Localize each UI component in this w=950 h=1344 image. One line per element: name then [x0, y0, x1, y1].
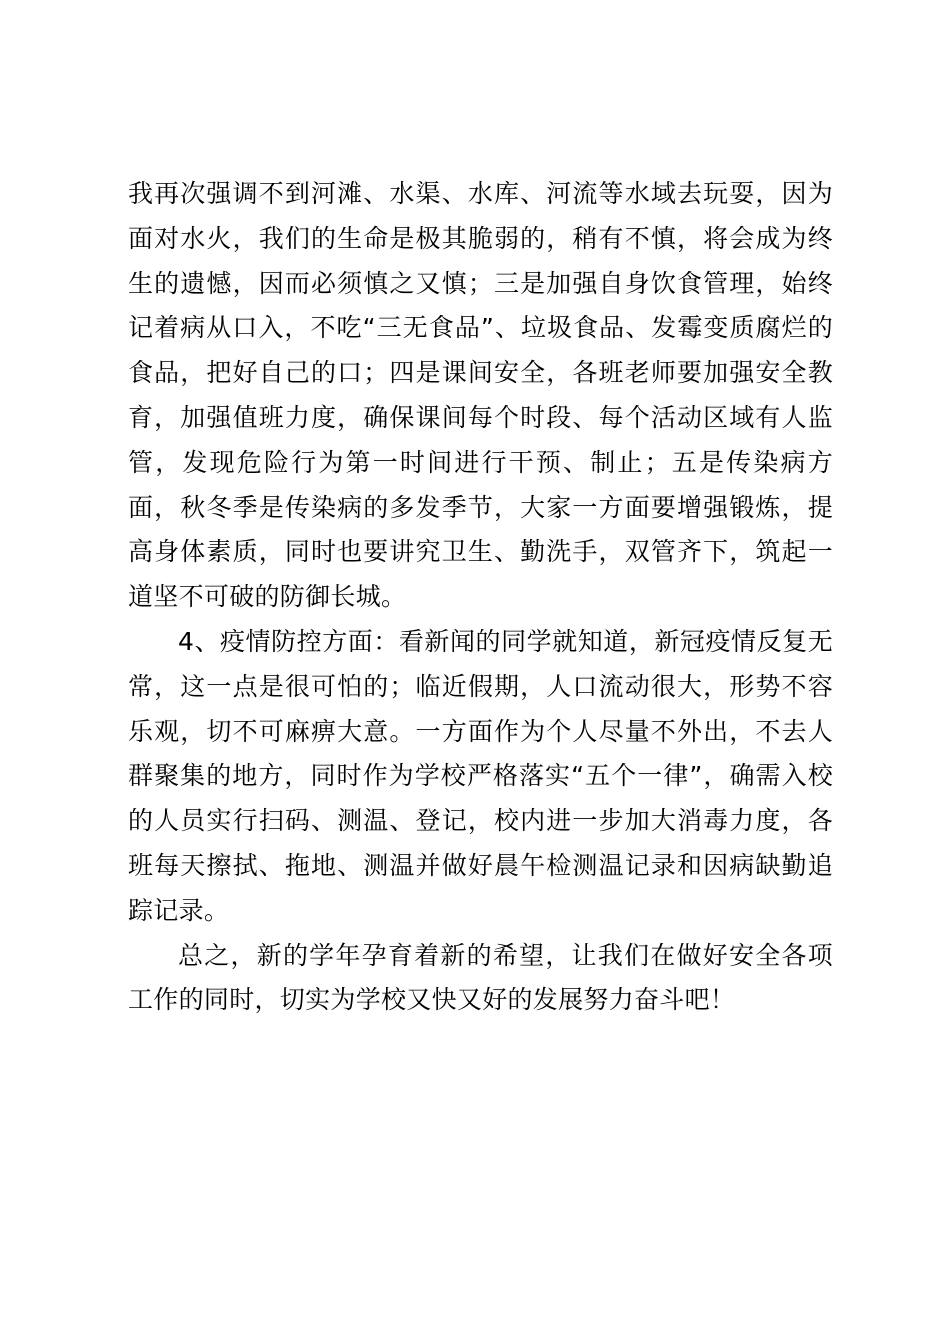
paragraph-conclusion: 总之，新的学年孕育着新的希望，让我们在做好安全各项工作的同时，切实为学校又快又好的发展努力奋斗吧！	[128, 940, 833, 1015]
paragraph-safety-continued: 我再次强调不到河滩、水渠、水库、河流等水域去玩耍，因为面对水火，我们的生命是极其脆弱的，稍有不慎，将会成为终生的遗憾，因而必须慎之又慎；三是加强自身饮食管理，始终记着病从口入，不吃“三无食品”、垃圾食品、发霉变质腐烂的食品，把好自己的口；四是课间安全，各班老师要加强安全教育，加强值班力度，确保课间每个时段、每个活动区域有人监管，发现危险行为第一时间进行干预、制止；五是传染病方面，秋冬季是传染病的多发季节，大家一方面要增强锻炼，提高身体素质，同时也要讲究卫生、勤洗手，双管齐下，筑起一道坚不可破的防御长城。	[128, 179, 833, 612]
document-page	[128, 172, 833, 1023]
paragraph-epidemic-prevention: 4、疫情防控方面：看新闻的同学就知道，新冠疫情反复无常，这一点是很可怕的；临近假期，人口流动很大，形势不容乐观，切不可麻痹大意。一方面作为个人尽量不外出，不去人群聚集的地方，同时作为学校严格落实“五个一律”，确需入校的人员实行扫码、测温、登记，校内进一步加大消毒力度，各班每天擦拭、拖地、测温并做好晨午检测温记录和因病缺勤追踪记录。	[128, 626, 833, 925]
